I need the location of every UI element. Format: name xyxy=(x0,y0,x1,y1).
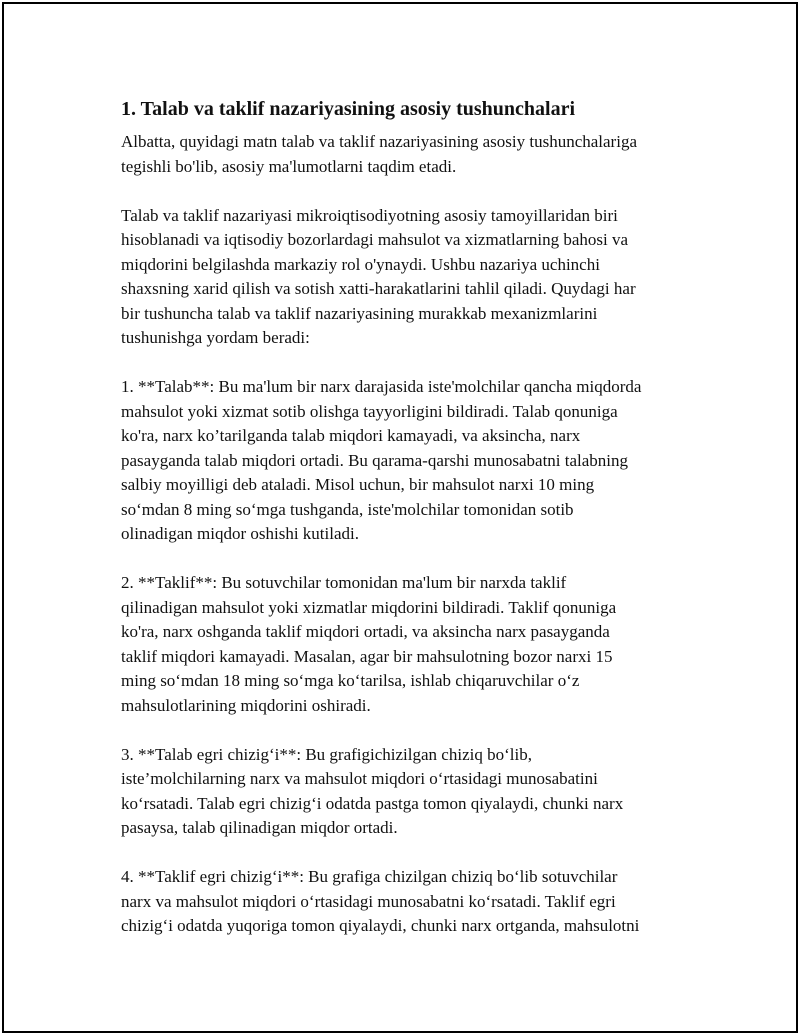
document-title: 1. Talab va taklif nazariyasining asosiy tushunchalari xyxy=(121,98,576,120)
page-frame xyxy=(2,2,798,1033)
supply-curve-paragraph: 4. **Taklif egri chizig‘i**: Bu grafiga chizilgan chiziq bo‘lib sotuvchilar narx va mahsulot miqdori o‘rtasidagi munosabatni ko‘rsatadi. Taklif egri chizig‘i odatda yuqoriga tomon qiyalaydi, chunki narx ortganda, mahsulotni xyxy=(121,867,640,935)
supply-paragraph: 2. **Taklif**: Bu sotuvchilar tomonidan ma'lum bir narxda taklif qilinadigan mahsulot yoki xizmatlar miqdorini bildiradi. Taklif qonuniga ko'ra, narx oshganda taklif miqdori ortadi, va aksincha narx pasayganda taklif miqdori kamayadi. Masalan, agar bir mahsulotning bozor narxi 15 ming so‘mdan 18 ming so‘mga ko‘tarilsa, ishlab chiqaruvchilar o‘z mahsulotlarining miqdorini oshiradi. xyxy=(121,573,617,715)
demand-paragraph: 1. **Talab**: Bu ma'lum bir narx darajasida iste'molchilar qancha miqdorda mahsulot yoki xizmat sotib olishga tayyorligini bildiradi. Talab qonuniga ko'ra, narx ko’tarilganda talab miqdori kamayadi, va aksincha, narx pasayganda talab miqdori ortadi. Bu qarama-qarshi munosabatni talabning salbiy moyilligi deb ataladi. Misol uchun, bir mahsulot narxi 10 ming so‘mdan 8 ming so‘mga tushganda, iste'molchilar tomonidan sotib olinadigan miqdor oshishi kutiladi. xyxy=(121,377,642,543)
theory-paragraph: Talab va taklif nazariyasi mikroiqtisodiyotning asosiy tamoyillaridan biri hisoblanadi va iqtisodiy bozorlardagi mahsulot va xizmatlarning bahosi va miqdorini belgilashda markaziy rol o'ynaydi. Ushbu nazariya uchinchi shaxsning xarid qilish va sotish xatti-harakatlarini tahlil qiladi. Quydagi har bir tushuncha talab va taklif nazariyasining murakkab mexanizmlarini tushunishga yordam beradi: xyxy=(121,205,636,347)
document-body xyxy=(121,96,701,963)
demand-curve-paragraph: 3. **Talab egri chizig‘i**: Bu grafigichizilgan chiziq bo‘lib, iste’molchilarning narx va mahsulot miqdori o‘rtasidagi munosabatini ko‘rsatadi. Talab egri chizig‘i odatda pastga tomon qiyalaydi, chunki narx pasaysa, talab qilinadigan miqdor ortadi. xyxy=(121,744,624,837)
intro-paragraph: Albatta, quyidagi matn talab va taklif nazariyasining asosiy tushunchalariga tegishli bo'lib, asosiy ma'lumotlarni taqdim etadi. xyxy=(121,132,637,176)
